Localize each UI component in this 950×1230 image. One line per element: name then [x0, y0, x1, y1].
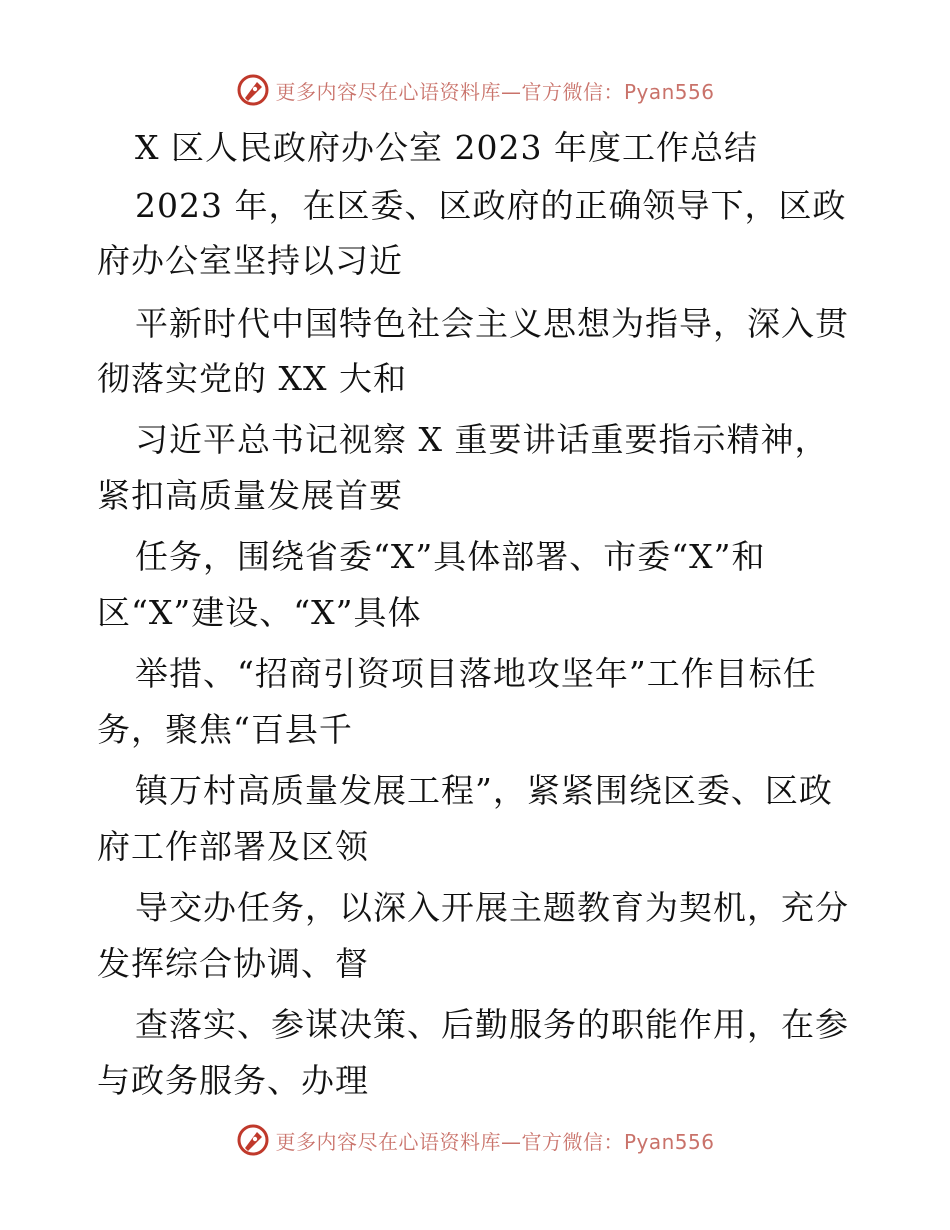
text-line: 镇万村高质量发展工程”，紧紧围绕区委、区政: [135, 771, 833, 810]
text-line: 府办公室坚持以习近: [97, 241, 403, 280]
text-line: 查落实、参谋决策、后勤服务的职能作用，在参: [135, 1005, 849, 1044]
text-line: 务，聚焦“百县千: [97, 710, 353, 749]
text-line: 彻落实党的 XX 大和: [97, 359, 407, 398]
text-line: 导交办任务，以深入开展主题教育为契机，充分: [135, 888, 849, 927]
text-line: 发挥综合协调、督: [97, 944, 369, 983]
text-line: 2023 年，在区委、区政府的正确领导下，区政: [135, 186, 847, 225]
text-line: 举措、“招商引资项目落地攻坚年”工作目标任: [135, 654, 817, 693]
text-line: 习近平总书记视察 X 重要讲话重要指示精神，: [135, 420, 829, 459]
watermark-footer: [0, 1120, 950, 1160]
text-line: 任务，围绕省委“X”具体部署、市委“X”和: [135, 537, 766, 576]
document-title: X 区人民政府办公室 2023 年度工作总结: [135, 128, 758, 167]
text-line: 府工作部署及区领: [97, 827, 369, 866]
watermark-text: 更多内容尽在心语资料库—官方微信：Pyan556: [275, 1129, 715, 1154]
pen-nib-logo-icon: [235, 1122, 271, 1158]
text-line: 平新时代中国特色社会主义思想为指导，深入贯: [135, 304, 849, 343]
text-line: 区“X”建设、“X”具体: [97, 593, 422, 632]
pen-nib-logo-icon: [235, 72, 271, 108]
text-line: 紧扣高质量发展首要: [97, 476, 403, 515]
watermark-header: [0, 70, 950, 110]
watermark-text: 更多内容尽在心语资料库—官方微信：Pyan556: [275, 79, 715, 104]
text-line: 与政务服务、办理: [97, 1061, 369, 1100]
